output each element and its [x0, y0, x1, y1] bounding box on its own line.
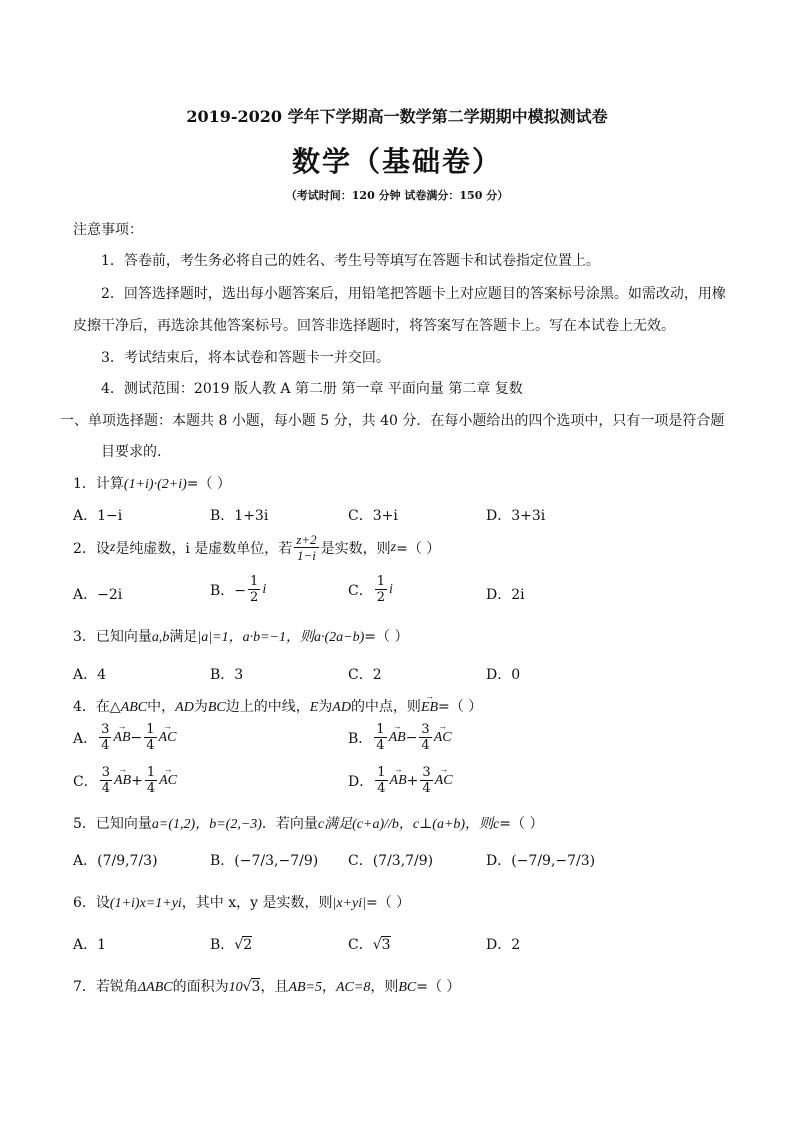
q4-option-b — [348, 722, 452, 753]
q4-c-n1: 3 — [101, 765, 110, 780]
q2-option-a: A．−2i — [73, 587, 123, 603]
q6-option-a: A．1 — [73, 937, 107, 953]
q4-a-n2: 1 — [146, 722, 155, 737]
q4-b-n1: 1 — [376, 722, 385, 737]
q4-b-vector1: → AB — [389, 730, 406, 746]
q4-d-vector1: → AB — [390, 773, 407, 789]
q4-eb-vector: → EB — [421, 700, 438, 716]
q7-tail: =（ ） — [416, 979, 461, 995]
q4-d-op: + — [406, 772, 419, 789]
q4-mid2: 为 — [193, 699, 208, 715]
question-7 — [73, 976, 460, 996]
q3-option-b: B．3 — [210, 667, 244, 683]
q2-fraction-numerator: z+2 — [296, 532, 317, 547]
q2-c-den: 2 — [376, 590, 385, 605]
q6-b-radicand: 2 — [243, 937, 253, 953]
q2-b-prefix: B．− — [210, 582, 247, 599]
q3-mid: 满足 — [169, 629, 198, 645]
q6-option-b — [210, 934, 252, 954]
q2-mid2: 是实数，则 — [320, 540, 391, 557]
q3-lead: 3．已知向量 — [73, 629, 152, 645]
q2-z: z — [109, 539, 116, 555]
q4-b-vector2: → AC — [434, 730, 452, 746]
question-1 — [73, 473, 231, 493]
q2-b-num: 1 — [250, 574, 259, 589]
q4-option-d — [348, 765, 453, 796]
sqrt-icon: √ — [234, 937, 244, 953]
q7-ab: AB=5 — [288, 980, 322, 995]
q4-c-d2: 4 — [146, 781, 156, 796]
q2-c-prefix: C． — [348, 582, 373, 599]
q4-mid4: 为 — [318, 699, 333, 715]
q6-c-radicand: 3 — [381, 937, 391, 953]
q2-c-suffix: i — [389, 581, 393, 597]
q4-c-n2: 1 — [146, 765, 156, 780]
q6-option-c — [348, 934, 391, 954]
q3-option-a: A．4 — [73, 667, 107, 683]
q5-c: c — [317, 817, 325, 832]
q7-area-coef: 10 — [228, 980, 243, 995]
q4-c-d1: 4 — [101, 781, 110, 796]
q4-c-prefix: C． — [73, 773, 98, 790]
q6-expression: (1+i)x=1+yi — [109, 896, 182, 911]
question-6 — [73, 892, 410, 912]
q4-a-d2: 4 — [146, 738, 155, 753]
q7-mid3: ， — [322, 979, 336, 995]
question-5 — [73, 813, 543, 833]
note-2-line-1: 2．回答选择题时，选出每小题答案后，用铅笔把答题卡上对应题目的答案标号涂黑。如需改动，用橡 — [101, 286, 726, 302]
q5-option-c: C．(7/3,7/9) — [348, 853, 434, 869]
q4-mid3: 边上的中线， — [225, 699, 310, 715]
q4-b-op: − — [405, 729, 418, 746]
note-1: 1．答卷前，考生务必将自己的姓名、考生号等填写在答题卡和试卷指定位置上。 — [101, 253, 600, 269]
sqrt-icon: √ — [372, 937, 382, 953]
q4-c-frac1 — [100, 765, 112, 796]
q7-mid4: ，则 — [370, 979, 399, 995]
q4-e: E — [309, 700, 319, 715]
q2-mid: 是纯虚数，i 是虚数单位，若 — [115, 540, 293, 557]
q4-c-op: + — [131, 772, 143, 789]
q4-c-vector1: → AB — [114, 773, 131, 789]
q7-triangle: ΔABC — [137, 980, 173, 995]
q6-option-d: D．2 — [486, 937, 521, 953]
exam-subtitle: （考试时间：120 分钟 试卷满分：150 分） — [285, 189, 509, 202]
q4-ad2: AD — [332, 700, 351, 715]
q4-ad: AD — [175, 700, 194, 715]
q5-mid: ．若向量 — [261, 816, 318, 832]
q1-option-d: D．3+3i — [486, 508, 546, 524]
q4-b-frac2 — [419, 722, 431, 753]
q4-option-c — [73, 765, 177, 796]
q1-option-a: A．1−i — [73, 508, 123, 524]
q4-b-d1: 4 — [376, 738, 385, 753]
q4-option-a — [73, 722, 176, 753]
exam-header-title: 2019-2020 学年下学期高一数学第二学期期中模拟测试卷 — [186, 107, 608, 126]
q2-z2: z — [390, 539, 397, 555]
note-4: 4．测试范围：2019 版人教 A 第二册 第一章 平面向量 第二章 复数 — [101, 381, 523, 397]
sqrt-icon: √ — [242, 979, 252, 995]
q5-option-d: D．(−7/9,−7/3) — [486, 853, 596, 869]
q4-c-frac2 — [145, 765, 157, 796]
q3-dot: a·b=−1，则 — [242, 630, 314, 645]
q5-b-def: b=(2,−3) — [209, 817, 262, 832]
q2-option-b — [210, 574, 266, 605]
q5-condition: 满足(c+a)//b，c⊥(a+b)，则 — [324, 817, 494, 832]
q2-b-suffix: i — [262, 581, 267, 597]
q4-d-n2: 3 — [422, 765, 431, 780]
q5-lead: 5．已知向量 — [73, 816, 152, 832]
q7-mid2: ，且 — [260, 979, 289, 995]
q4-mid5: 的中点，则 — [350, 699, 421, 715]
q4-b-d2: 4 — [421, 738, 430, 753]
question-2 — [73, 532, 440, 563]
q1-lead: 1．计算 — [73, 476, 124, 492]
q6-tail: =（ ） — [365, 895, 411, 911]
q4-d-frac1 — [375, 765, 387, 796]
q6-lead: 6．设 — [73, 895, 110, 911]
q4-a-d1: 4 — [101, 738, 110, 753]
q2-b-den: 2 — [250, 590, 259, 605]
q2-lead: 2．设 — [73, 540, 110, 557]
q7-bc: BC — [398, 980, 417, 995]
q3-option-d: D．0 — [486, 667, 521, 683]
section-heading-line-1: 一、单项选择题：本题共 8 小题，每小题 5 分，共 40 分．在每小题给出的四个选项中，只有一项是符合题 — [60, 413, 725, 429]
question-4 — [73, 696, 482, 716]
q4-tail: =（ ） — [438, 699, 483, 715]
q2-c-fraction — [375, 574, 387, 605]
q4-mid1: 中， — [147, 699, 176, 715]
q4-a-frac2 — [144, 722, 156, 753]
q7-lead: 7．若锐角 — [73, 979, 138, 995]
q5-option-a: A．(7/9,7/3) — [73, 853, 158, 869]
q7-mid: 的面积为 — [172, 979, 229, 995]
q4-d-frac2 — [420, 765, 432, 796]
q4-b-frac1 — [374, 722, 386, 753]
q4-bc: BC — [207, 700, 226, 715]
q3-option-c: C．2 — [348, 667, 382, 683]
q1-tail: =（ ） — [186, 476, 231, 492]
q5-c2: c — [493, 817, 500, 832]
q4-a-op: − — [130, 729, 143, 746]
q2-fraction-denominator: 1−i — [297, 548, 316, 563]
q7-ac: AC=8 — [336, 980, 371, 995]
q7-area-radicand: 3 — [251, 979, 261, 995]
q4-triangle: △ABC — [109, 700, 148, 715]
q4-d-d1: 4 — [377, 781, 386, 796]
q4-b-prefix: B． — [348, 730, 373, 747]
exam-main-title: 数学（基础卷） — [291, 145, 502, 178]
q2-c-num: 1 — [376, 574, 385, 589]
note-2-line-2: 皮擦干净后，再选涂其他答案标号。回答非选择题时，将答案写在答题卡上。写在本试卷上无效。 — [73, 318, 675, 334]
q2-option-d: D．2i — [486, 587, 525, 603]
q4-c-vector2: → AC — [159, 773, 177, 789]
q4-a-frac1 — [99, 722, 111, 753]
q4-d-vector2: → AC — [435, 773, 453, 789]
q4-a-prefix: A． — [73, 730, 98, 747]
q2-b-fraction — [248, 574, 260, 605]
q4-a-n1: 3 — [101, 722, 110, 737]
q4-b-n2: 3 — [421, 722, 430, 737]
q1-option-b: B．1+3i — [210, 508, 269, 524]
q3-vectors: a,b — [151, 630, 170, 645]
q6-b-prefix: B． — [210, 937, 235, 953]
q3-abs: |a|=1， — [197, 630, 243, 645]
notes-heading: 注意事项： — [73, 222, 143, 238]
q4-a-vector1: → AB — [113, 730, 130, 746]
q5-tail: =（ ） — [499, 816, 544, 832]
q1-expression: (1+i)·(2+i) — [123, 477, 187, 492]
q4-a-vector2: → AC — [159, 730, 177, 746]
question-3 — [73, 626, 408, 646]
q2-tail: =（ ） — [396, 540, 441, 557]
q3-tail: =（ ） — [364, 629, 409, 645]
q1-option-c: C．3+i — [348, 508, 398, 524]
q4-lead: 4．在 — [73, 699, 110, 715]
q2-option-c — [348, 574, 393, 605]
q4-d-d2: 4 — [422, 781, 431, 796]
q4-d-prefix: D． — [348, 773, 374, 790]
q5-option-b: B．(−7/3,−7/9) — [210, 853, 319, 869]
q2-fraction — [294, 532, 318, 563]
note-3: 3．考试结束后，将本试卷和答题卡一并交回。 — [101, 350, 390, 366]
section-heading-line-2: 目要求的. — [101, 444, 162, 460]
q6-abs: |x+yi| — [332, 896, 366, 911]
q6-mid: ，其中 x，y 是实数，则 — [181, 895, 333, 911]
q5-a-def: a=(1,2)， — [151, 817, 210, 832]
q4-d-n1: 1 — [377, 765, 386, 780]
q6-c-prefix: C． — [348, 937, 373, 953]
q3-expression: a·(2a−b) — [313, 630, 365, 645]
